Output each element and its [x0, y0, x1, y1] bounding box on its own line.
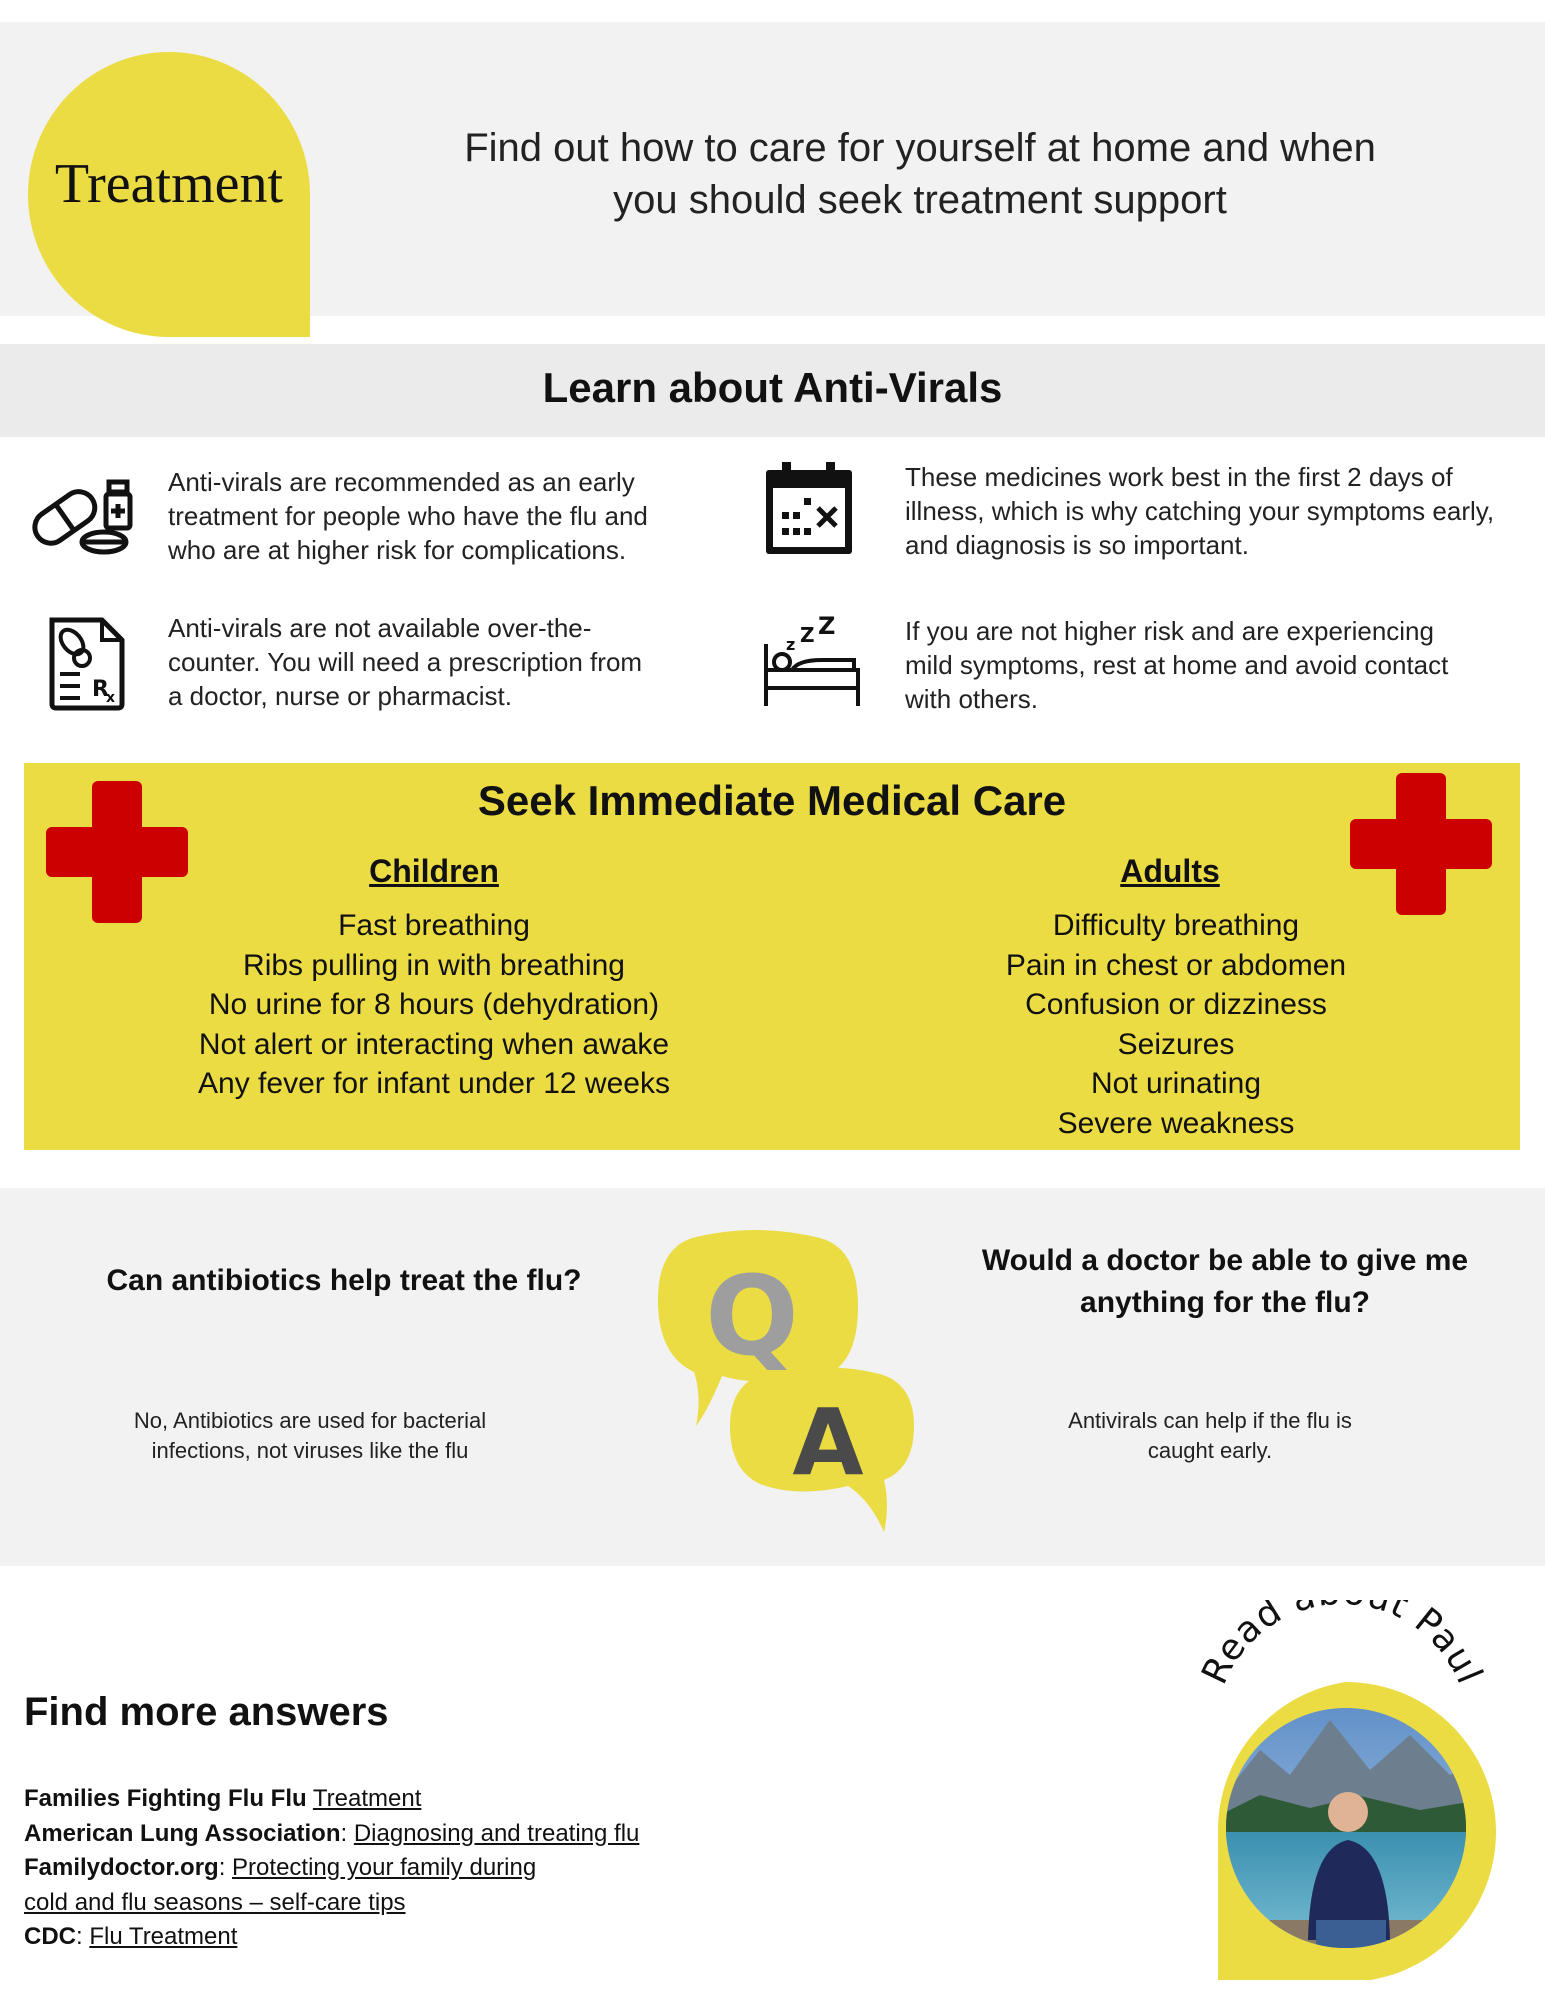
red-cross-icon-right — [1350, 773, 1492, 915]
resource-links — [24, 1782, 639, 1955]
list-item: Severe weakness — [1057, 1106, 1295, 1140]
svg-text:Z: Z — [818, 614, 836, 640]
seek-care-title: Seek Immediate Medical Care — [477, 777, 1067, 824]
red-cross-icon-left — [46, 781, 188, 923]
resource-row — [24, 1886, 639, 1921]
qa-panel — [0, 1188, 1545, 1566]
treatment-title: Treatment — [54, 153, 284, 215]
question-2: Would a doctor be able to give me anything for the flu? — [981, 1244, 1469, 1319]
pills-icon — [24, 476, 139, 558]
antiviral-info-3: Anti-virals are not available over-the- counter. You will need a prescription from a doctor, nurse or pharmacist. — [168, 613, 643, 711]
antivirals-band — [0, 344, 1545, 437]
a-letter: A — [792, 1389, 864, 1496]
read-about-paul-link[interactable] — [1190, 1600, 1520, 1980]
antiviral-info-4: If you are not higher risk and are experiencing mild symptoms, rest at home and avoid contact with others. — [905, 616, 1449, 714]
list-item: Seizures — [1117, 1027, 1235, 1061]
list-item: Pain in chest or abdomen — [1005, 948, 1347, 982]
link-treatment[interactable]: Treatment — [312, 1785, 422, 1812]
list-item: Ribs pulling in with breathing — [243, 948, 625, 982]
answer-2: Antivirals can help if the flu is caught early. — [1068, 1408, 1352, 1463]
link-flu-treatment[interactable]: Flu Treatment — [89, 1923, 238, 1950]
children-symptom-list — [134, 906, 734, 1104]
adults-heading: Adults — [1120, 853, 1220, 889]
resource-row: Familydoctor.org: Protecting your family during — [24, 1854, 537, 1881]
list-item: Fast breathing — [338, 909, 530, 942]
qa-bubbles-icon — [652, 1226, 922, 1532]
resource-row: Families Fighting Flu Flu Treatment — [24, 1785, 422, 1812]
calendar-icon — [764, 462, 854, 556]
question-1: Can antibiotics help treat the flu? — [106, 1264, 582, 1297]
list-item: Any fever for infant under 12 weeks — [198, 1067, 670, 1100]
list-item: Difficulty breathing — [1052, 909, 1300, 942]
header-subtitle: Find out how to care for yourself at home and when you should seek treatment support — [464, 126, 1376, 222]
list-item: No urine for 8 hours (dehydration) — [208, 988, 660, 1021]
antivirals-title: Learn about Anti-Virals — [542, 364, 1003, 411]
paul-caption: Read t Paul — [1194, 1600, 1490, 1691]
link-protecting-family[interactable]: Protecting your family during — [232, 1854, 537, 1881]
seek-care-panel — [24, 763, 1520, 1150]
find-more-title: Find more answers — [24, 1690, 389, 1734]
q-letter: Q — [705, 1252, 799, 1380]
antiviral-info-2: These medicines work best in the first 2 days of illness, which is why catching your symptoms early, and diagnosis is so important. — [905, 462, 1495, 560]
svg-text:Read about Paul — [1194, 1600, 1490, 1690]
svg-text:Z: Z — [800, 623, 815, 647]
list-item: Confusion or dizziness — [1025, 988, 1327, 1021]
header-band — [0, 22, 1545, 316]
list-item: Not urinating — [1090, 1067, 1262, 1100]
svg-text:z: z — [786, 635, 796, 654]
link-self-care-tips[interactable]: cold and flu seasons – self-care tips — [24, 1888, 406, 1916]
sleeping-bed-icon — [762, 614, 862, 710]
svg-text:R: R — [92, 677, 109, 702]
link-diagnosing[interactable]: Diagnosing and treating flu — [353, 1819, 640, 1847]
paul-badge — [1190, 1600, 1520, 1980]
adults-symptom-list — [876, 906, 1476, 1143]
treatment-badge — [28, 52, 310, 337]
children-heading: Children — [369, 853, 499, 889]
prescription-icon — [46, 616, 128, 712]
antiviral-info-1: Anti-virals are recommended as an early treatment for people who have the flu and who are at higher risk for complications. — [168, 467, 648, 565]
resource-row: American Lung Association: Diagnosing and treating flu — [24, 1819, 640, 1847]
list-item: Not alert or interacting when awake — [198, 1027, 670, 1061]
resource-row: CDC: Flu Treatment — [24, 1923, 238, 1950]
svg-text:x: x — [106, 690, 116, 706]
answer-1: No, Antibiotics are used for bacterial infections, not viruses like the flu — [133, 1408, 487, 1463]
